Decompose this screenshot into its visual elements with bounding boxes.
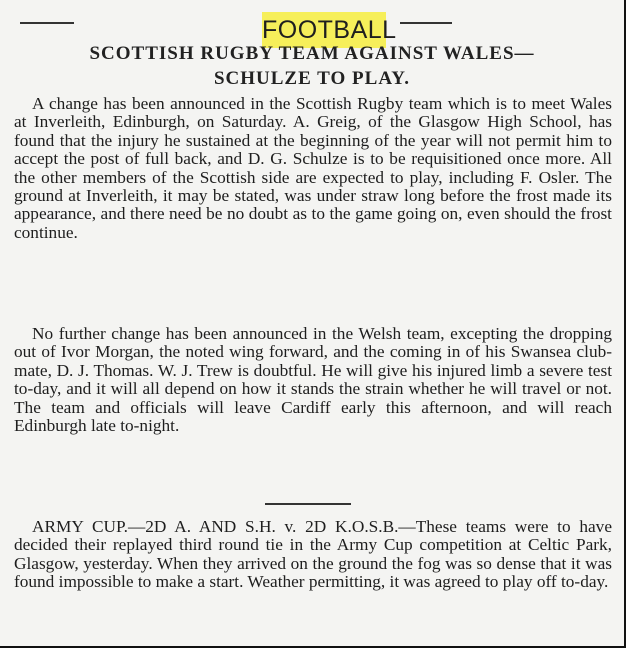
- top-rule-right: [400, 22, 452, 24]
- section-divider: [265, 503, 351, 505]
- section-tag: FOOTBALL: [262, 12, 386, 48]
- article-paragraph-2: No further change has been announced in the Welsh team, excepting the dropping out of Ivor Morgan, the noted wing forward, and the coming in of his Swansea club-mate, D. J. Thomas. W. J. Trew is doubtful. He will give his injured limb a severe test to-day, and it will all depend on how it stands the strain whether he will travel or not. The team and officials will leave Cardiff early this afternoon, and will reach Edinburgh late to-night.: [14, 324, 612, 436]
- headline-line-2: SCHULZE TO PLAY.: [213, 68, 411, 89]
- top-rule-left: [20, 22, 74, 24]
- army-cup-paragraph: ARMY CUP.—2D A. AND S.H. v. 2D K.O.S.B.—These teams were to have decided their replayed third round tie in the Army Cup competition at Celtic Park, Glasgow, yesterday. When they arrived on the ground the fog was so dense that it was found impossible to make a start. Weather permitting, it was agreed to play off to-day.: [14, 517, 612, 592]
- article-paragraph-1: A change has been announced in the Scottish Rugby team which is to meet Wales at Inverleith, Edinburgh, on Saturday. A. Greig, of the Glasgow High School, has found that the injury he sustained at the beginning of the year will not permit him to accept the post of full back, and D. G. Schulze is to be requisitioned once more. All the other members of the Scottish side are expected to play, including F. Osler. The ground at Inverleith, it may be stated, was under straw long before the frost made its appearance, and there need be no doubt as to the game going on, even should the frost continue.: [14, 94, 612, 242]
- headline-line-1: SCOTTISH RUGBY TEAM AGAINST WALES—: [89, 43, 535, 64]
